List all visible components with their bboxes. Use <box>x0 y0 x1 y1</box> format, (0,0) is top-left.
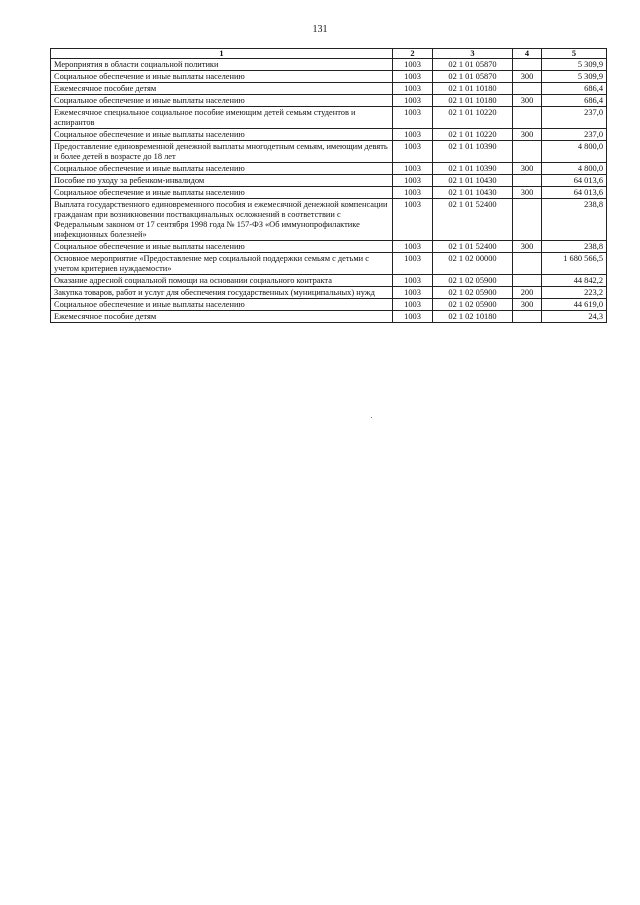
row-section-cell: 1003 <box>393 71 433 83</box>
row-section-cell: 1003 <box>393 187 433 199</box>
row-name-cell: Социальное обеспечение и иные выплаты населению <box>51 71 393 83</box>
table-row <box>51 107 607 129</box>
row-name-cell: Мероприятия в области социальной политики <box>51 59 393 71</box>
row-expense-type-cell: 300 <box>513 187 542 199</box>
row-code-cell: 02 1 01 05870 <box>433 59 513 71</box>
row-sum-cell: 64 013,6 <box>542 175 607 187</box>
row-section-cell: 1003 <box>393 107 433 129</box>
row-section-cell: 1003 <box>393 163 433 175</box>
row-expense-type-cell <box>513 175 542 187</box>
header-col-1: 1 <box>51 49 393 59</box>
row-expense-type-cell: 200 <box>513 287 542 299</box>
row-section-cell: 1003 <box>393 141 433 163</box>
table-row <box>51 175 607 187</box>
row-code-cell: 02 1 01 10220 <box>433 129 513 141</box>
row-code-cell: 02 1 02 05900 <box>433 299 513 311</box>
row-name-cell: Социальное обеспечение и иные выплаты населению <box>51 299 393 311</box>
header-row <box>51 49 607 59</box>
row-expense-type-cell <box>513 59 542 71</box>
table-row <box>51 275 607 287</box>
row-sum-cell: 223,2 <box>542 287 607 299</box>
row-expense-type-cell: 300 <box>513 163 542 175</box>
table-row <box>51 187 607 199</box>
header-col-4: 4 <box>513 49 542 59</box>
row-name-cell: Оказание адресной социальной помощи на основании социального контракта <box>51 275 393 287</box>
row-code-cell: 02 1 02 05900 <box>433 275 513 287</box>
row-expense-type-cell: 300 <box>513 71 542 83</box>
budget-table <box>50 48 607 323</box>
table-row <box>51 59 607 71</box>
row-section-cell: 1003 <box>393 95 433 107</box>
row-name-cell: Ежемесячное пособие детям <box>51 83 393 95</box>
row-sum-cell: 238,8 <box>542 241 607 253</box>
row-sum-cell: 4 800,0 <box>542 163 607 175</box>
row-code-cell: 02 1 01 05870 <box>433 71 513 83</box>
row-expense-type-cell: 300 <box>513 241 542 253</box>
row-name-cell: Социальное обеспечение и иные выплаты населению <box>51 241 393 253</box>
row-code-cell: 02 1 01 10180 <box>433 83 513 95</box>
row-name-cell: Ежемесячное пособие детям <box>51 311 393 323</box>
row-name-cell: Закупка товаров, работ и услуг для обеспечения государственных (муниципальных) нужд <box>51 287 393 299</box>
row-sum-cell: 686,4 <box>542 95 607 107</box>
table-row <box>51 299 607 311</box>
scan-speck <box>371 417 372 418</box>
table-row <box>51 199 607 241</box>
row-sum-cell: 44 842,2 <box>542 275 607 287</box>
header-col-2: 2 <box>393 49 433 59</box>
header-col-3: 3 <box>433 49 513 59</box>
row-section-cell: 1003 <box>393 253 433 275</box>
row-name-cell: Предоставление единовременной денежной выплаты многодетным семьям, имеющим девять и более детей в возрасте до 18 лет <box>51 141 393 163</box>
table-row <box>51 95 607 107</box>
row-expense-type-cell: 300 <box>513 95 542 107</box>
row-sum-cell: 238,8 <box>542 199 607 241</box>
row-section-cell: 1003 <box>393 129 433 141</box>
table-row <box>51 311 607 323</box>
row-name-cell: Социальное обеспечение и иные выплаты населению <box>51 95 393 107</box>
row-code-cell: 02 1 01 10220 <box>433 107 513 129</box>
table-body <box>51 59 607 323</box>
table-row <box>51 83 607 95</box>
row-code-cell: 02 1 01 10430 <box>433 175 513 187</box>
row-expense-type-cell <box>513 311 542 323</box>
row-sum-cell: 4 800,0 <box>542 141 607 163</box>
row-expense-type-cell <box>513 83 542 95</box>
row-expense-type-cell: 300 <box>513 129 542 141</box>
row-expense-type-cell <box>513 107 542 129</box>
row-code-cell: 02 1 02 05900 <box>433 287 513 299</box>
table-row <box>51 163 607 175</box>
row-code-cell: 02 1 01 10390 <box>433 163 513 175</box>
header-col-5: 5 <box>542 49 607 59</box>
row-section-cell: 1003 <box>393 175 433 187</box>
row-name-cell: Выплата государственного единовременного пособия и ежемесячной денежной компенсации гражданам при возникновении поствакцинальных осложнений в соответствии с Федеральным законом от 17 сентября 1998 года № 157-ФЗ «Об иммунопрофилактике инфекционных болезней» <box>51 199 393 241</box>
row-sum-cell: 5 309,9 <box>542 71 607 83</box>
row-expense-type-cell <box>513 253 542 275</box>
row-section-cell: 1003 <box>393 59 433 71</box>
row-expense-type-cell <box>513 275 542 287</box>
table-header <box>51 49 607 59</box>
row-sum-cell: 44 619,0 <box>542 299 607 311</box>
table-row <box>51 71 607 83</box>
row-sum-cell: 5 309,9 <box>542 59 607 71</box>
page-number: 131 <box>312 24 328 35</box>
row-section-cell: 1003 <box>393 311 433 323</box>
row-sum-cell: 1 680 566,5 <box>542 253 607 275</box>
row-sum-cell: 237,0 <box>542 107 607 129</box>
row-code-cell: 02 1 01 52400 <box>433 199 513 241</box>
row-code-cell: 02 1 02 10180 <box>433 311 513 323</box>
table-row <box>51 141 607 163</box>
row-section-cell: 1003 <box>393 241 433 253</box>
table-row <box>51 253 607 275</box>
row-name-cell: Ежемесячное специальное социальное пособие имеющим детей семьям студентов и аспирантов <box>51 107 393 129</box>
row-name-cell: Социальное обеспечение и иные выплаты населению <box>51 163 393 175</box>
row-sum-cell: 64 013,6 <box>542 187 607 199</box>
row-sum-cell: 237,0 <box>542 129 607 141</box>
row-code-cell: 02 1 01 10430 <box>433 187 513 199</box>
row-expense-type-cell <box>513 141 542 163</box>
row-code-cell: 02 1 01 10390 <box>433 141 513 163</box>
row-section-cell: 1003 <box>393 287 433 299</box>
row-code-cell: 02 1 02 00000 <box>433 253 513 275</box>
row-name-cell: Пособие по уходу за ребенком-инвалидом <box>51 175 393 187</box>
row-name-cell: Социальное обеспечение и иные выплаты населению <box>51 187 393 199</box>
row-code-cell: 02 1 01 52400 <box>433 241 513 253</box>
row-section-cell: 1003 <box>393 83 433 95</box>
row-sum-cell: 24,3 <box>542 311 607 323</box>
row-code-cell: 02 1 01 10180 <box>433 95 513 107</box>
table-row <box>51 241 607 253</box>
row-expense-type-cell: 300 <box>513 299 542 311</box>
table-row <box>51 287 607 299</box>
row-section-cell: 1003 <box>393 275 433 287</box>
row-expense-type-cell <box>513 199 542 241</box>
row-name-cell: Основное мероприятие «Предоставление мер социальной поддержки семьям с детьми с учетом критериев нуждаемости» <box>51 253 393 275</box>
row-name-cell: Социальное обеспечение и иные выплаты населению <box>51 129 393 141</box>
table-row <box>51 129 607 141</box>
row-section-cell: 1003 <box>393 299 433 311</box>
row-sum-cell: 686,4 <box>542 83 607 95</box>
row-section-cell: 1003 <box>393 199 433 241</box>
